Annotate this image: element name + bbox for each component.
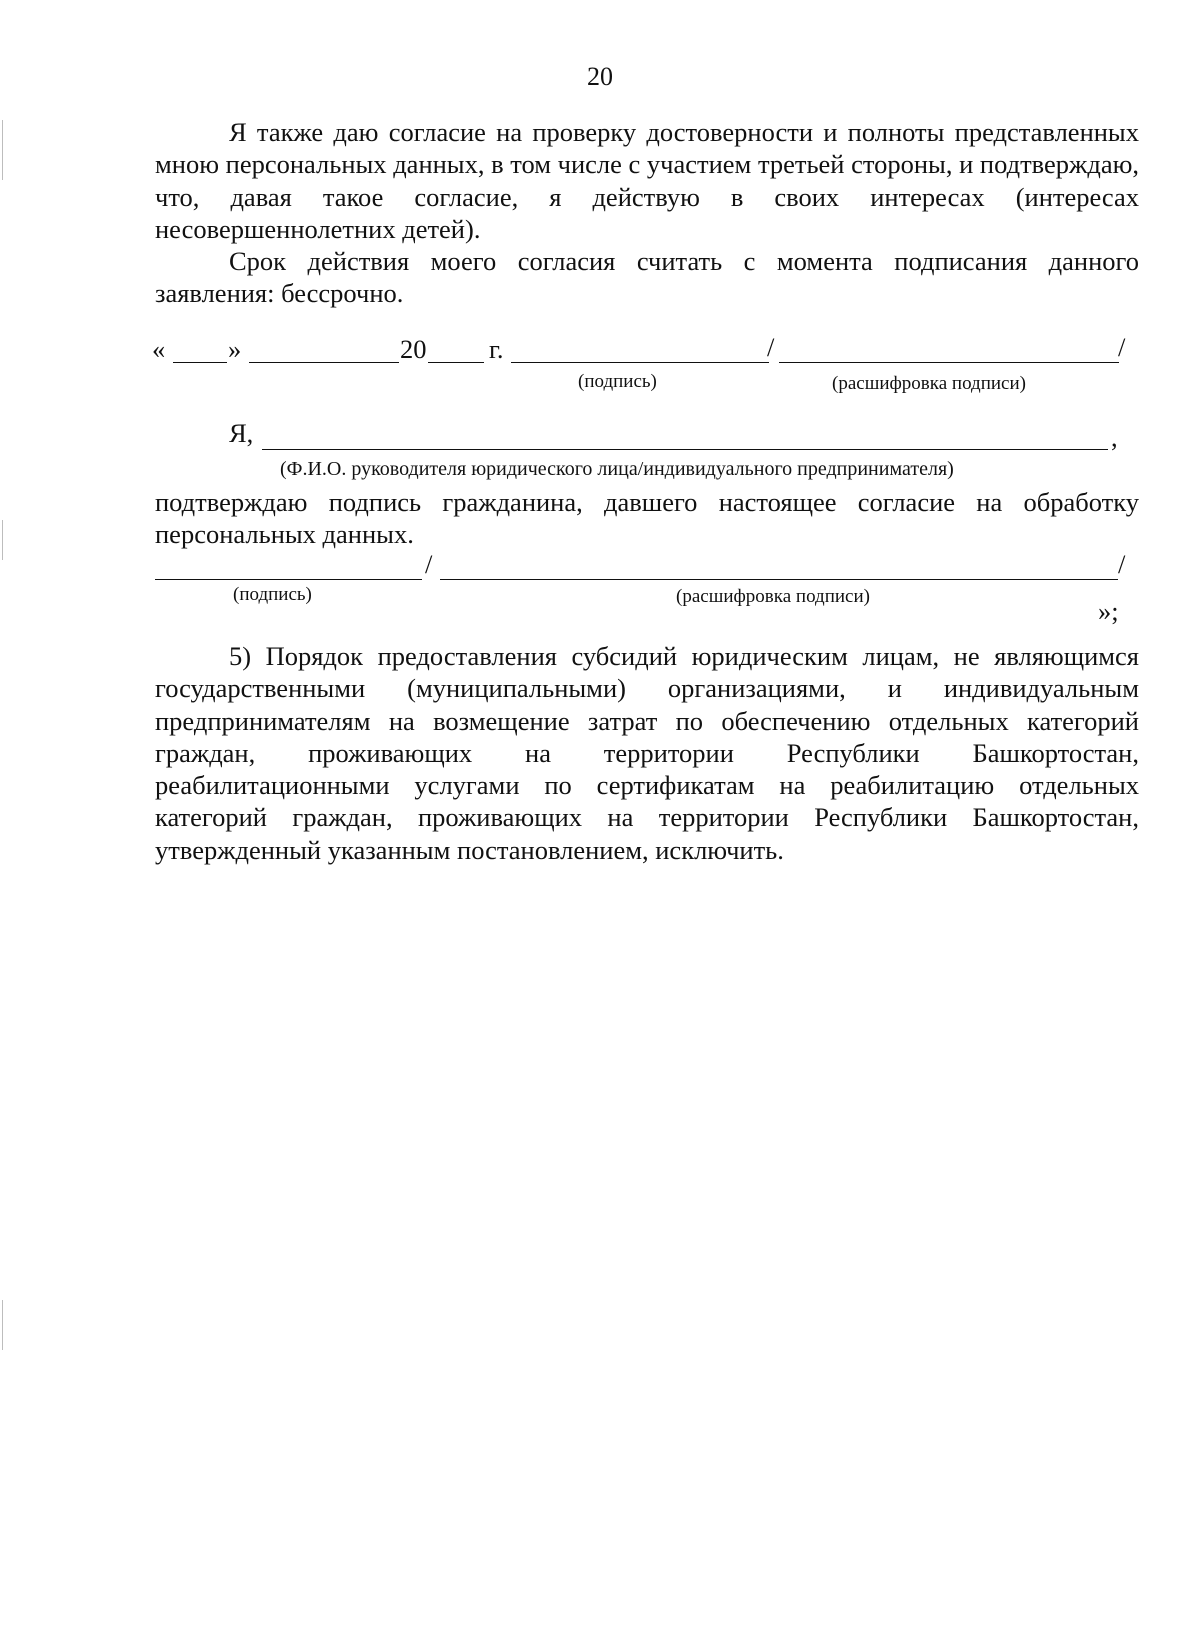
confirm-comma: ,	[1111, 422, 1118, 452]
caption-head-name: (Ф.И.О. руководителя юридического лица/индивидуального предпринимателя)	[280, 458, 954, 480]
decoding-blank	[779, 362, 1119, 363]
confirm-decoding-blank	[440, 579, 1118, 580]
page-number: 20	[587, 62, 613, 91]
caption-decoding: (расшифровка подписи)	[832, 373, 1026, 394]
head-name-blank	[262, 449, 1108, 450]
month-blank	[249, 362, 399, 363]
caption-confirm-decoding: (расшифровка подписи)	[676, 586, 870, 607]
signature-slash: /	[767, 332, 775, 362]
scan-edge-mark	[2, 120, 3, 180]
caption-confirm-signature: (подпись)	[233, 584, 312, 605]
confirm-end-slash: /	[1118, 549, 1126, 579]
paragraph-consent-check: Я также даю согласие на проверку достоверности и полноты представленных мною персональных данных, в том числе с участием третьей стороны, и подтверждаю, что, давая такое согласие, я действую в своих интересах (интересах несовершеннолетних детей).	[155, 117, 1139, 244]
confirm-ya: Я,	[229, 418, 254, 448]
confirm-signature-slash: /	[425, 549, 433, 579]
date-open-quote: «	[152, 334, 166, 364]
year-blank	[428, 362, 484, 363]
closing-quote: »;	[1098, 596, 1119, 626]
end-slash: /	[1118, 332, 1126, 362]
scan-edge-mark	[2, 1300, 3, 1350]
day-blank	[173, 362, 227, 363]
paragraph-item-5: 5) Порядок предоставления субсидий юридическим лицам, не являющимся государственными (муниципальными) организациями, и индивидуальным предпринимателям на возмещение затрат по обеспечению отдельных категорий граждан, проживающих на территории Республики Башкортостан, реабилитационными услугами по сертификатам на реабилитацию отдельных категорий граждан, проживающих на территории Республики Башкортостан, утвержденный указанным постановлением, исключить.	[155, 641, 1139, 865]
caption-signature: (подпись)	[578, 371, 657, 392]
year-suffix: г.	[489, 334, 504, 364]
date-close-quote: »	[228, 334, 242, 364]
confirm-signature-blank	[155, 579, 422, 580]
scan-edge-mark	[2, 520, 3, 560]
confirm-text: подтверждаю подпись гражданина, давшего настоящее согласие на обработку персональных данных.	[155, 487, 1139, 550]
year-prefix: 20	[400, 334, 427, 364]
paragraph-term: Срок действия моего согласия считать с момента подписания данного заявления: бессрочно.	[155, 246, 1139, 309]
signature-blank	[511, 362, 769, 363]
